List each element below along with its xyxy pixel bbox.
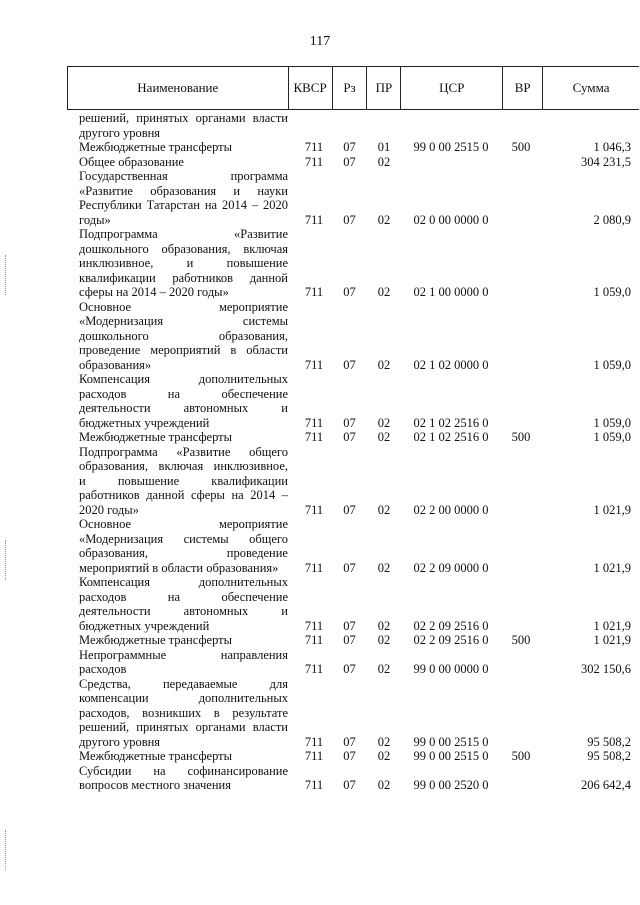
row-sum: 1 059,0 (593, 285, 631, 299)
row-name-line: компенсации дополнительных (79, 691, 288, 705)
table-row (79, 300, 631, 373)
row-csr: 02 1 00 0000 0 (413, 285, 489, 299)
row-rz: 07 (343, 415, 356, 430)
row-name (79, 445, 288, 518)
row-vr: 500 (511, 749, 531, 763)
table-row (79, 633, 631, 648)
row-sum: 95 508,2 (587, 749, 631, 763)
row-name-line: бюджетных учреждений (79, 618, 210, 633)
row-pr: 01 (377, 140, 391, 154)
row-rz: 07 (343, 734, 356, 749)
row-rz: 07 (343, 502, 356, 517)
row-pr: 02 (377, 285, 391, 299)
row-kvsr: 711 (304, 778, 324, 792)
row-kvsr: 711 (304, 212, 324, 227)
row-name-line: и повышение квалификации (79, 473, 288, 488)
table-row (79, 140, 631, 155)
row-name (79, 227, 288, 300)
row-rz: 07 (343, 140, 356, 154)
table-row (79, 445, 631, 518)
row-rz: 07 (343, 357, 356, 372)
row-vr: 500 (511, 430, 531, 444)
row-name (79, 749, 288, 764)
row-name-line: вопросов местного значения (79, 778, 231, 792)
row-rz: 07 (343, 560, 356, 575)
row-name-line: квалификации работников данной (79, 270, 288, 285)
row-pr: 02 (377, 357, 391, 372)
row-kvsr: 711 (304, 430, 324, 444)
row-name-line: Компенсация дополнительных (79, 575, 288, 589)
header-vr: ВР (503, 67, 543, 109)
row-kvsr: 711 (304, 285, 324, 299)
row-name (79, 764, 288, 793)
row-pr: 02 (377, 502, 391, 517)
row-rz: 07 (343, 749, 356, 763)
row-name-line: Непрограммные направления (79, 647, 288, 662)
row-sum: 2 080,9 (593, 212, 631, 227)
row-vr: 500 (511, 633, 531, 647)
table-row (79, 677, 631, 750)
row-name-line: проведение мероприятий в области (79, 343, 288, 357)
row-sum: 302 150,6 (581, 662, 631, 676)
table-row (79, 517, 631, 575)
row-name-line: Основное мероприятие (79, 299, 288, 314)
header-sum: Сумма (572, 80, 610, 95)
margin-dotted-mark (5, 255, 8, 295)
row-name-line: Основное мероприятие (79, 517, 288, 531)
row-sum: 304 231,5 (581, 154, 631, 169)
row-name (79, 111, 288, 140)
margin-dotted-mark (5, 540, 8, 580)
row-name (79, 633, 288, 648)
row-rz: 07 (343, 154, 356, 169)
row-name-line: расходов на обеспечение (79, 386, 288, 401)
row-pr: 02 (377, 662, 391, 676)
row-csr: 02 1 02 0000 0 (413, 357, 489, 372)
row-csr: 02 1 02 2516 0 (413, 430, 489, 444)
row-name-line: работников данной сферы на 2014 – (79, 488, 288, 502)
row-sum: 1 021,9 (593, 502, 631, 517)
row-csr: 02 2 09 2516 0 (413, 618, 489, 633)
row-name-line: решений, принятых органами власти (79, 720, 288, 734)
header-rz: Рз (333, 67, 368, 109)
row-name (79, 575, 288, 633)
row-name-line: образования, включая инклюзивное, (79, 459, 288, 473)
table-body (79, 111, 631, 793)
row-csr: 02 0 00 0000 0 (413, 212, 489, 227)
row-name-line: Субсидии на софинансирование (79, 763, 288, 778)
row-csr: 99 0 00 2515 0 (413, 140, 489, 154)
header-name: Наименование (68, 67, 289, 109)
row-name-line: «Развитие образования и науки (79, 183, 288, 198)
row-csr: 99 0 00 2515 0 (413, 734, 489, 749)
row-rz: 07 (343, 212, 356, 227)
row-name-line: Подпрограмма «Развитие (79, 227, 288, 241)
row-name-line: Компенсация дополнительных (79, 372, 288, 386)
table-row (79, 155, 631, 170)
row-name-line: бюджетных учреждений (79, 415, 210, 430)
row-kvsr: 711 (304, 154, 324, 169)
header-pr: ПР (367, 67, 401, 109)
table-row (79, 575, 631, 633)
row-name-line: мероприятий в области образования» (79, 560, 279, 575)
row-name-line: 2020 годы» (79, 502, 139, 517)
row-sum: 1 059,0 (593, 357, 631, 372)
row-name (79, 372, 288, 430)
row-name (79, 430, 288, 445)
row-name-line: образования» (79, 357, 152, 372)
row-pr: 02 (377, 415, 391, 430)
row-pr: 02 (377, 212, 391, 227)
row-pr: 02 (377, 560, 391, 575)
row-name (79, 169, 288, 227)
row-sum: 1 021,9 (593, 633, 631, 647)
row-name-line: другого уровня (79, 125, 161, 140)
row-name-line: Общее образование (79, 154, 184, 169)
row-kvsr: 711 (304, 357, 324, 372)
table-row (79, 227, 631, 300)
row-name-line: расходов, возникших в результате (79, 705, 288, 720)
row-name-line: Межбюджетные трансферты (79, 749, 233, 763)
table-row (79, 430, 631, 445)
row-name-line: «Модернизация системы (79, 314, 288, 328)
table-row (79, 111, 631, 140)
row-name-line: расходов на обеспечение (79, 589, 288, 604)
row-csr: 02 2 09 2516 0 (413, 633, 489, 647)
row-pr: 02 (377, 749, 391, 763)
table-row (79, 372, 631, 430)
row-kvsr: 711 (304, 734, 324, 749)
header-csr: ЦСР (401, 67, 503, 109)
row-name-line: другого уровня (79, 734, 161, 749)
row-kvsr: 711 (304, 749, 324, 763)
row-sum: 95 508,2 (587, 734, 631, 749)
row-name-line: дошкольного образования, (79, 328, 288, 343)
row-sum: 206 642,4 (581, 778, 631, 792)
table-row (79, 648, 631, 677)
margin-dotted-mark (5, 830, 8, 870)
row-rz: 07 (343, 430, 356, 444)
row-kvsr: 711 (304, 140, 324, 154)
page-number: 117 (309, 34, 331, 49)
row-name-line: решений, принятых органами власти (79, 111, 288, 125)
row-name (79, 300, 288, 373)
row-name-line: годы» (79, 212, 111, 227)
table-row (79, 749, 631, 764)
row-name (79, 155, 288, 170)
header-kvsr: КВСР (289, 67, 333, 109)
row-kvsr: 711 (304, 415, 324, 430)
row-name-line: деятельности автономных и (79, 401, 288, 415)
row-name-line: Межбюджетные трансферты (79, 140, 233, 154)
row-name-line: расходов (79, 662, 127, 676)
row-name-line: образования, проведение (79, 546, 288, 560)
table-header (67, 66, 639, 110)
row-name-line: Средства, передаваемые для (79, 676, 288, 691)
row-pr: 02 (377, 778, 391, 792)
row-sum: 1 059,0 (593, 430, 631, 444)
row-name-line: Межбюджетные трансферты (79, 430, 233, 444)
row-pr: 02 (377, 633, 391, 647)
row-rz: 07 (343, 778, 356, 792)
row-pr: 02 (377, 734, 391, 749)
row-name (79, 140, 288, 155)
row-csr: 02 2 00 0000 0 (413, 502, 489, 517)
row-csr: 99 0 00 0000 0 (413, 662, 489, 676)
row-rz: 07 (343, 285, 356, 299)
row-name-line: инклюзивное, и повышение (79, 256, 288, 270)
row-rz: 07 (343, 633, 356, 647)
row-csr: 02 2 09 0000 0 (413, 560, 489, 575)
row-kvsr: 711 (304, 633, 324, 647)
row-name-line: Межбюджетные трансферты (79, 633, 233, 647)
row-rz: 07 (343, 618, 356, 633)
row-pr: 02 (377, 154, 391, 169)
table-row (79, 764, 631, 793)
row-sum: 1 046,3 (593, 140, 631, 154)
row-kvsr: 711 (304, 618, 324, 633)
row-kvsr: 711 (304, 662, 324, 676)
row-name (79, 648, 288, 677)
row-name-line: сферы на 2014 – 2020 годы» (79, 285, 229, 299)
row-rz: 07 (343, 662, 356, 676)
row-kvsr: 711 (304, 502, 324, 517)
row-name-line: Государственная программа (79, 169, 288, 183)
row-csr: 99 0 00 2515 0 (413, 749, 489, 763)
row-vr: 500 (511, 140, 531, 154)
row-name-line: «Модернизация системы общего (79, 531, 288, 546)
row-name (79, 677, 288, 750)
row-name-line: Республики Татарстан на 2014 – 2020 (79, 198, 288, 212)
row-name-line: Подпрограмма «Развитие общего (79, 444, 288, 459)
row-sum: 1 021,9 (593, 618, 631, 633)
row-sum: 1 059,0 (593, 415, 631, 430)
row-name-line: деятельности автономных и (79, 604, 288, 618)
row-pr: 02 (377, 618, 391, 633)
row-csr: 02 1 02 2516 0 (413, 415, 489, 430)
row-sum: 1 021,9 (593, 560, 631, 575)
row-kvsr: 711 (304, 560, 324, 575)
row-csr: 99 0 00 2520 0 (413, 778, 489, 792)
row-name (79, 517, 288, 575)
row-name-line: дошкольного образования, включая (79, 241, 288, 256)
row-pr: 02 (377, 430, 391, 444)
table-row (79, 169, 631, 227)
